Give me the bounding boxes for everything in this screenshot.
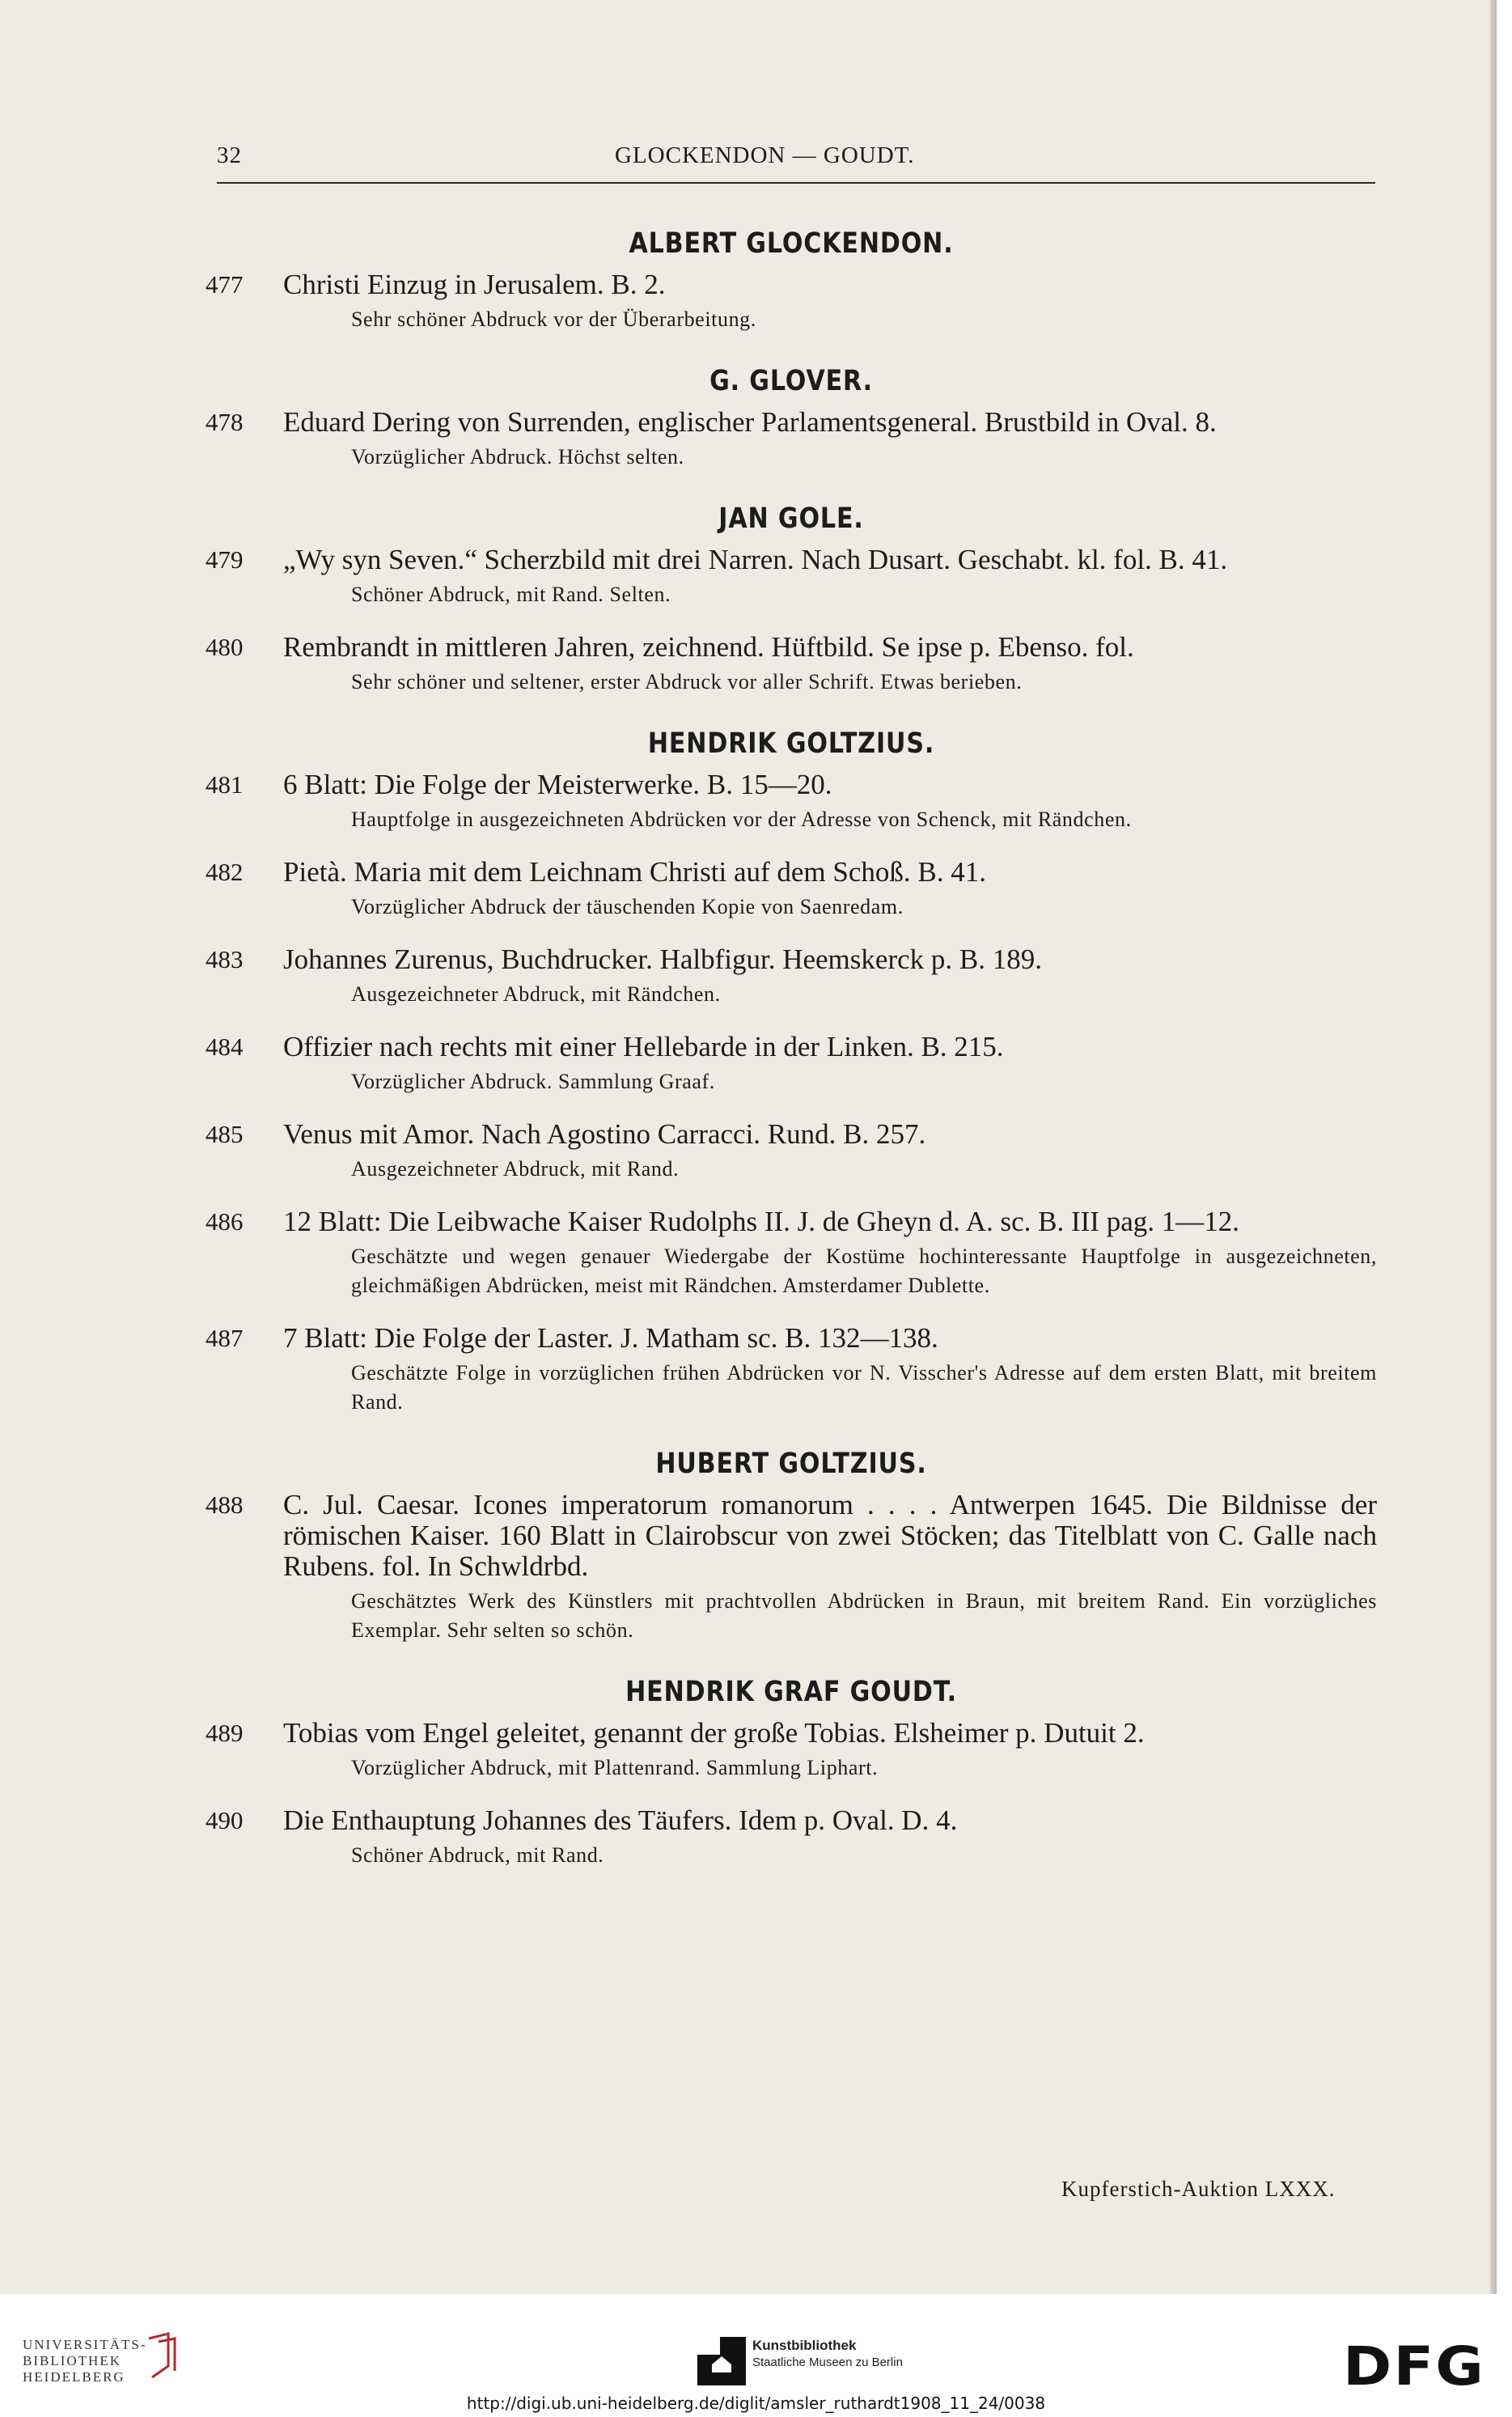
lot-number: 488: [205, 1490, 244, 1519]
catalog-section: [205, 1674, 1377, 1870]
artist-heading: HENDRIK GOLTZIUS.: [647, 727, 935, 760]
lot-number: 487: [205, 1324, 244, 1352]
running-title: GLOCKENDON — GOUDT.: [615, 142, 915, 168]
kunstbibliothek-title: Kunstbibliothek: [752, 2338, 857, 2353]
ub-logo-line: UNIVERSITÄTS-: [23, 2337, 147, 2352]
lot-number: 478: [205, 408, 244, 436]
lot-entry: [205, 770, 1377, 834]
lot-number: 479: [205, 545, 244, 574]
lot-title: Die Enthauptung Johannes des Täufers. Idem p. Oval. D. 4.: [283, 1804, 958, 1836]
ub-logo-line: HEIDELBERG: [23, 2369, 125, 2385]
lot-entry: [205, 545, 1377, 609]
lot-title: Johannes Zurenus, Buchdrucker. Halbfigur. Heemskerck p. B. 189.: [283, 943, 1042, 975]
catalog-section: [205, 726, 1377, 1417]
lot-note: Ausgezeichneter Abdruck, mit Rändchen.: [351, 982, 721, 1006]
dfg-logo[interactable]: DFG: [1343, 2335, 1486, 2398]
lot-number: 489: [205, 1719, 244, 1747]
lot-title: 7 Blatt: Die Folge der Laster. J. Matham sc. B. 132—138.: [283, 1322, 938, 1354]
lot-note: Vorzüglicher Abdruck. Sammlung Graaf.: [351, 1070, 715, 1093]
lot-note: Sehr schöner Abdruck vor der Überarbeitung.: [351, 307, 756, 331]
lot-note: Vorzüglicher Abdruck. Höchst selten.: [351, 445, 684, 469]
lot-title: Tobias vom Engel geleitet, genannt der große Tobias. Elsheimer p. Dutuit 2.: [283, 1717, 1145, 1749]
ub-heidelberg-mark-icon: [144, 2330, 180, 2382]
lot-entry: [205, 944, 1377, 1009]
lot-number: 483: [205, 945, 244, 973]
catalog-section: [205, 363, 1377, 472]
ub-logo-line: BIBLIOTHEK: [23, 2353, 121, 2368]
lot-note: Schöner Abdruck, mit Rand. Selten.: [351, 583, 671, 606]
lot-number: 484: [205, 1033, 244, 1061]
lot-title: Christi Einzug in Jerusalem. B. 2.: [283, 269, 666, 300]
lot-entry: [205, 1490, 1377, 1645]
lot-note: Geschätzte und wegen genauer Wiedergabe der Kostüme hochinteressante Hauptfolge in ausgezeichneten, gleichmäßigen Abdrücken, meist mit Rändchen. Amsterdamer Dublette.: [351, 1245, 1377, 1297]
lot-note: Sehr schöner und seltener, erster Abdruck vor aller Schrift. Etwas berieben.: [351, 670, 1023, 693]
lot-note: Hauptfolge in ausgezeichneten Abdrücken vor der Adresse von Schenck, mit Rändchen.: [351, 808, 1132, 831]
lot-title: „Wy syn Seven.“ Scherzbild mit drei Narren. Nach Dusart. Geschabt. kl. fol. B. 41.: [283, 544, 1228, 575]
lot-entry: [205, 269, 1377, 334]
lot-entry: [205, 632, 1377, 697]
running-header: [217, 142, 1375, 175]
lot-title: Offizier nach rechts mit einer Hellebarde in der Linken. B. 215.: [283, 1031, 1004, 1062]
kunstbibliothek-subtitle: Staatliche Museen zu Berlin: [752, 2356, 903, 2369]
artist-heading: G. GLOVER.: [709, 365, 873, 397]
lot-entry: [205, 1032, 1377, 1096]
lot-number: 482: [205, 858, 244, 886]
lot-number: 480: [205, 633, 244, 661]
lot-entry: [205, 1323, 1377, 1417]
page-number: 32: [217, 142, 242, 168]
lot-title: Venus mit Amor. Nach Agostino Carracci. Rund. B. 257.: [283, 1118, 926, 1150]
lot-title: 12 Blatt: Die Leibwache Kaiser Rudolphs II. J. de Gheyn d. A. sc. B. III pag. 1—12.: [283, 1206, 1239, 1237]
catalog-body: [205, 226, 1377, 1899]
lot-note: Schöner Abdruck, mit Rand.: [351, 1843, 604, 1867]
permalink-url[interactable]: http://digi.ub.uni-heidelberg.de/diglit/amsler_ruthardt1908_11_24/0038: [466, 2394, 1046, 2413]
lot-entry: [205, 1805, 1377, 1870]
lot-entry: [205, 1718, 1377, 1783]
ub-heidelberg-logo[interactable]: [23, 2337, 147, 2385]
footer-note: Kupferstich-Auktion LXXX.: [1061, 2177, 1336, 2201]
artist-heading: ALBERT GLOCKENDON.: [629, 227, 954, 260]
header-rule: [217, 182, 1375, 184]
lot-title: 6 Blatt: Die Folge der Meisterwerke. B. 15—20.: [283, 769, 832, 800]
lot-number: 486: [205, 1207, 244, 1236]
lot-note: Ausgezeichneter Abdruck, mit Rand.: [351, 1157, 680, 1181]
lot-entry: [205, 1206, 1377, 1300]
kunstbibliothek-label: [752, 2337, 903, 2371]
catalog-section: [205, 1446, 1377, 1645]
lot-note: Vorzüglicher Abdruck, mit Plattenrand. Sammlung Liphart.: [351, 1756, 879, 1779]
lot-note: Geschätztes Werk des Künstlers mit prachtvollen Abdrücken in Braun, mit breitem Rand. Ein vorzügliches Exemplar. Sehr selten so schön.: [351, 1589, 1377, 1642]
lot-number: 490: [205, 1806, 244, 1834]
lot-number: 481: [205, 770, 244, 799]
catalog-section: [205, 501, 1377, 697]
artist-heading: HUBERT GOLTZIUS.: [655, 1448, 927, 1480]
lot-entry: [205, 407, 1377, 472]
kunstbibliothek-logo-icon: [697, 2337, 746, 2385]
artist-heading: HENDRIK GRAF GOUDT.: [625, 1676, 957, 1708]
lot-entry: [205, 1119, 1377, 1184]
lot-title: Rembrandt in mittleren Jahren, zeichnend. Hüftbild. Se ipse p. Ebenso. fol.: [283, 631, 1134, 663]
lot-note: Vorzüglicher Abdruck der täuschenden Kopie von Saenredam.: [351, 895, 904, 918]
artist-heading: JAN GOLE.: [718, 502, 864, 535]
lot-title: C. Jul. Caesar. Icones imperatorum romanorum . . . . Antwerpen 1645. Die Bildnisse der römischen Kaiser. 160 Blatt in Clairobscur von zwei Stöcken; das Titelblatt von C. Galle nach Rubens. fol. In Schwldrbd.: [283, 1489, 1377, 1582]
lot-number: 485: [205, 1120, 244, 1148]
lot-title: Pietà. Maria mit dem Leichnam Christi auf dem Schoß. B. 41.: [283, 856, 987, 888]
lot-note: Geschätzte Folge in vorzüglichen frühen Abdrücken vor N. Visscher's Adresse auf dem ersten Blatt, mit breitem Rand.: [351, 1361, 1377, 1414]
lot-title: Eduard Dering von Surrenden, englischer Parlamentsgeneral. Brustbild in Oval. 8.: [283, 406, 1217, 438]
lot-entry: [205, 857, 1377, 922]
lot-number: 477: [205, 270, 244, 299]
catalog-section: [205, 226, 1377, 334]
